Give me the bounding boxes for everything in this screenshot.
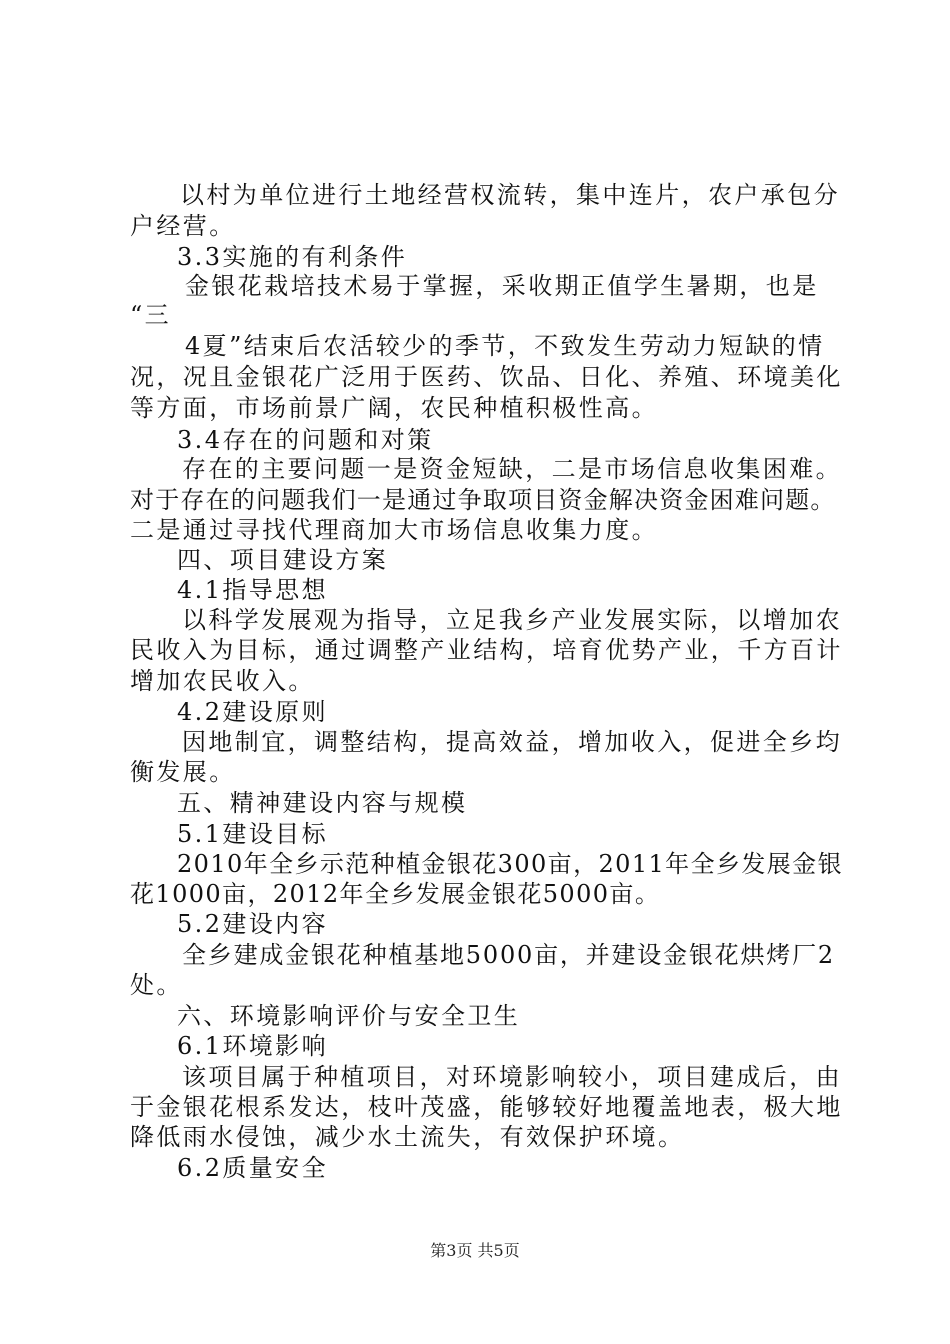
section-heading: 4.1指导思想 <box>177 576 328 604</box>
section-heading: 5.2建设内容 <box>177 910 328 938</box>
text-line: 金银花栽培技术易于掌握，采收期正值学生暑期，也是 <box>185 272 819 300</box>
text-line: 2010年全乡示范种植金银花300亩，2011年全乡发展金银 <box>177 850 843 878</box>
text-line: 户经营。 <box>130 212 236 240</box>
section-heading: 6.2质量安全 <box>177 1154 328 1182</box>
text-line: 该项目属于种植项目，对环境影响较小，项目建成后，由 <box>182 1063 842 1091</box>
section-heading: 五、精神建设内容与规模 <box>177 789 468 817</box>
page-number-footer: 第3页 共5页 <box>430 1241 520 1260</box>
section-heading: 六、环境影响评价与安全卫生 <box>177 1002 521 1030</box>
text-line: 衡发展。 <box>130 758 236 786</box>
section-heading: 5.1建设目标 <box>177 820 328 848</box>
section-heading: 四、项目建设方案 <box>177 546 389 574</box>
text-line: 降低雨水侵蚀，减少水土流失，有效保护环境。 <box>130 1123 685 1151</box>
section-heading: 6.1环境影响 <box>177 1032 328 1060</box>
section-heading: 3.4存在的问题和对策 <box>177 426 434 454</box>
text-line: “三 <box>130 301 172 329</box>
text-line: 4夏”结束后农活较少的季节，不致发生劳动力短缺的情 <box>185 332 825 360</box>
text-line: 因地制宜，调整结构，提高效益，增加收入，促进全乡均 <box>182 728 842 756</box>
text-line: 等方面，市场前景广阔，农民种植积极性高。 <box>130 394 658 422</box>
text-line: 于金银花根系发达，枝叶茂盛，能够较好地覆盖地表，极大地 <box>130 1093 843 1121</box>
section-heading: 4.2建设原则 <box>177 698 328 726</box>
text-line: 存在的主要问题一是资金短缺，二是市场信息收集困难。 <box>182 455 842 483</box>
text-line: 况，况且金银花广泛用于医药、饮品、日化、养殖、环境美化 <box>130 363 843 391</box>
section-heading: 3.3实施的有利条件 <box>177 243 408 271</box>
text-line: 增加农民收入。 <box>130 667 315 695</box>
text-line: 二是通过寻找代理商加大市场信息收集力度。 <box>130 516 658 544</box>
text-line: 民收入为目标，通过调整产业结构，培育优势产业，千方百计 <box>130 636 843 664</box>
text-line: 花1000亩，2012年全乡发展金银花5000亩。 <box>130 880 661 908</box>
text-line: 全乡建成金银花种植基地5000亩，并建设金银花烘烤厂2 <box>182 941 835 969</box>
text-line: 对于存在的问题我们一是通过争取项目资金解决资金困难问题。 <box>130 486 836 514</box>
text-line: 以村为单位进行土地经营权流转，集中连片，农户承包分 <box>180 181 840 209</box>
text-line: 处。 <box>130 971 183 999</box>
text-line: 以科学发展观为指导，立足我乡产业发展实际，以增加农 <box>182 606 842 634</box>
